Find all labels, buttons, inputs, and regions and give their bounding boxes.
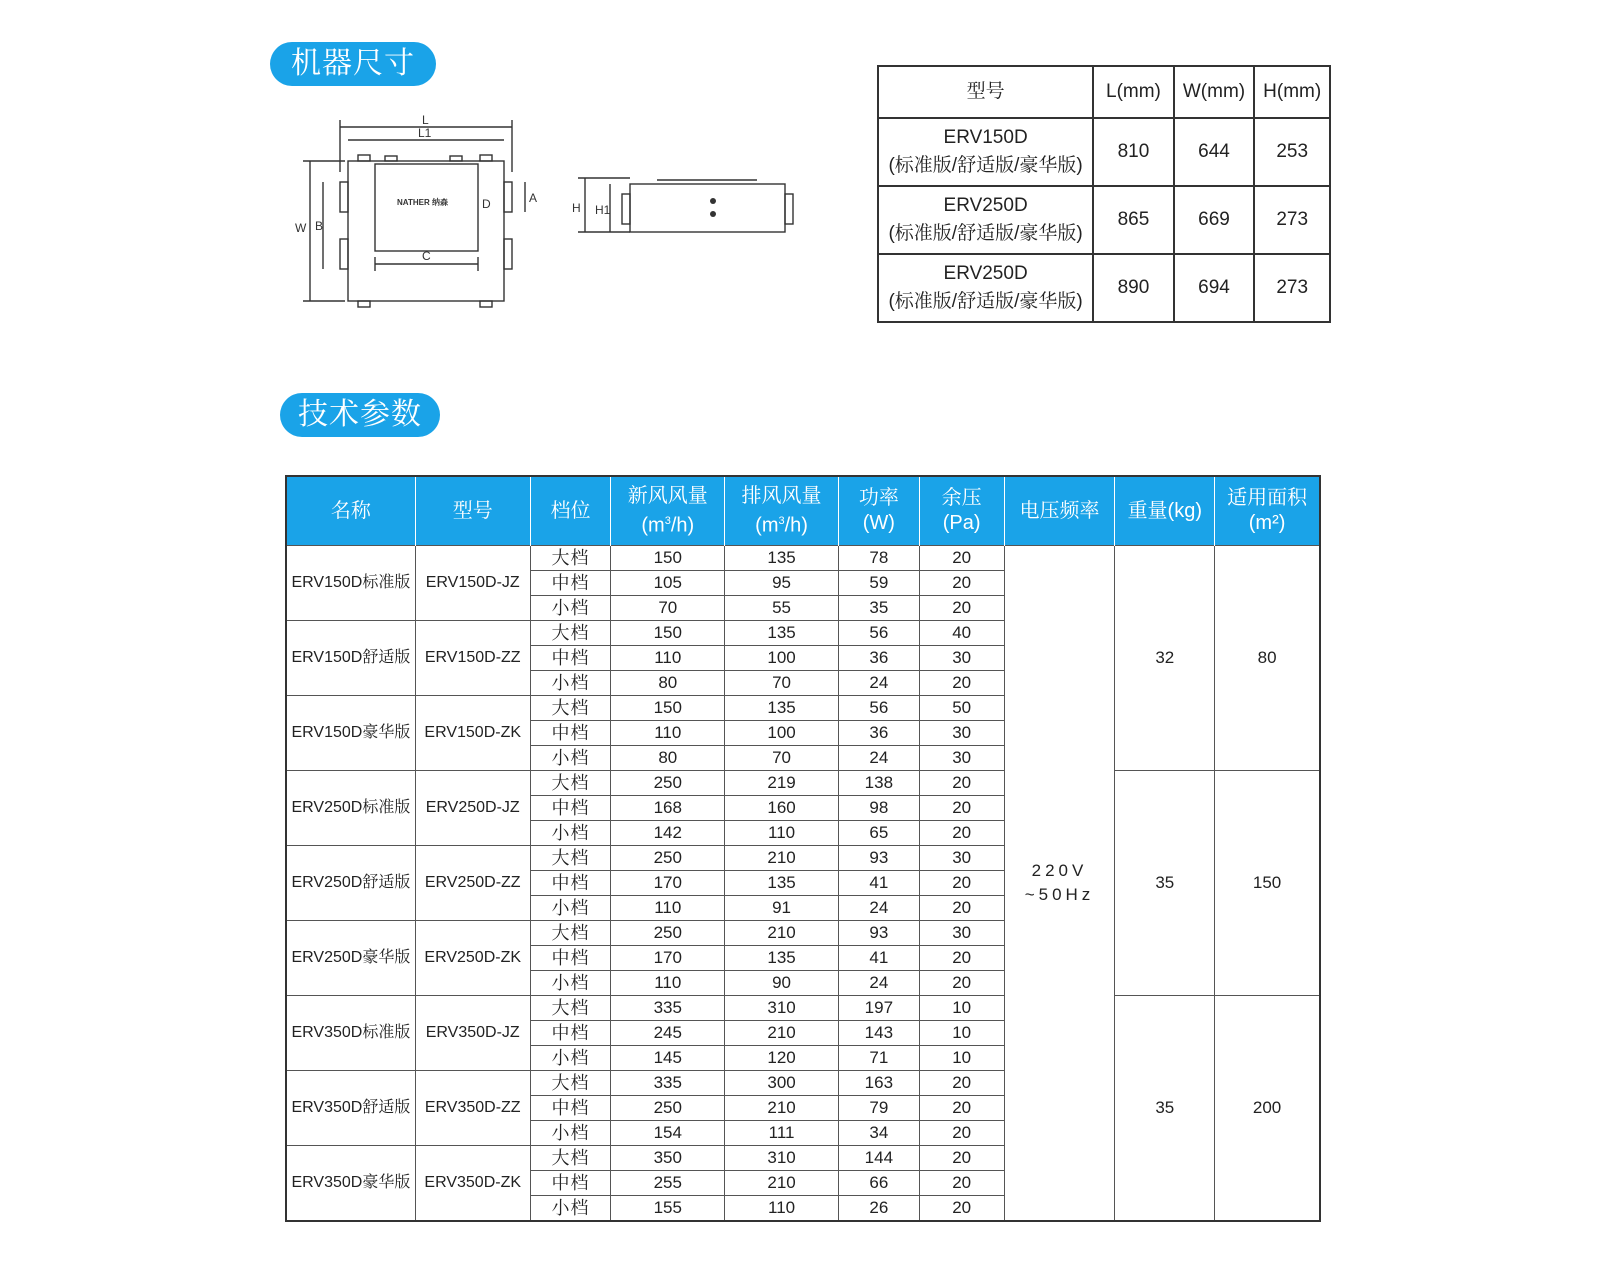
power-label: 功率 (858, 487, 899, 509)
pressure-value: 20 (919, 1071, 1004, 1096)
exhaust-value: 135 (725, 621, 839, 646)
fresh-air-value: 250 (611, 1096, 725, 1121)
drawing-label-H1: H1 (595, 203, 611, 217)
gear-level: 小档 (530, 971, 611, 996)
dim-model: ERV250D (943, 195, 1028, 216)
spec-header-name: 名称 (286, 476, 415, 546)
dim-l: 810 (1093, 118, 1173, 186)
spec-header-area (1215, 476, 1320, 546)
dim-model: ERV150D (943, 127, 1028, 148)
power-value: 93 (838, 846, 919, 871)
product-model: ERV350D-JZ (415, 996, 530, 1071)
fresh-air-value: 150 (611, 546, 725, 571)
weight-value: 35 (1115, 771, 1215, 996)
pressure-value: 20 (919, 1196, 1004, 1222)
power-value: 36 (838, 721, 919, 746)
table-row (286, 996, 1320, 1021)
fresh-air-value: 70 (611, 596, 725, 621)
weight-value: 32 (1115, 546, 1215, 771)
exhaust-value: 135 (725, 871, 839, 896)
fresh-air-value: 110 (611, 646, 725, 671)
spec-header-pressure (919, 476, 1004, 546)
exhaust-unit-b: /h) (784, 514, 808, 537)
product-model: ERV250D-ZK (415, 921, 530, 996)
pressure-value: 20 (919, 821, 1004, 846)
voltage-frequency (1004, 546, 1115, 1222)
gear-level: 大档 (530, 621, 611, 646)
exhaust-value: 135 (725, 946, 839, 971)
product-model: ERV150D-JZ (415, 546, 530, 621)
pressure-value: 20 (919, 546, 1004, 571)
dim-h: 273 (1254, 254, 1330, 322)
fresh-air-value: 145 (611, 1046, 725, 1071)
fresh-air-value: 255 (611, 1171, 725, 1196)
pressure-value: 10 (919, 1021, 1004, 1046)
spec-header-voltage: 电压频率 (1004, 476, 1115, 546)
pressure-label: 余压 (941, 487, 982, 509)
top-view-diagram (303, 120, 525, 307)
fresh-air-value: 335 (611, 1071, 725, 1096)
specs-section-title: 技术参数 (280, 393, 440, 437)
gear-level: 中档 (530, 796, 611, 821)
gear-level: 中档 (530, 1096, 611, 1121)
dim-model-cell (878, 186, 1093, 254)
dim-model-cell (878, 254, 1093, 322)
power-value: 138 (838, 771, 919, 796)
pressure-value: 20 (919, 1096, 1004, 1121)
gear-level: 中档 (530, 571, 611, 596)
power-value: 143 (838, 1021, 919, 1046)
weight-value: 35 (1115, 996, 1215, 1222)
power-value: 66 (838, 1171, 919, 1196)
power-unit: (W) (862, 512, 895, 534)
pressure-value: 20 (919, 1171, 1004, 1196)
product-name: ERV350D标准版 (286, 996, 415, 1071)
exhaust-value: 210 (725, 921, 839, 946)
pressure-value: 10 (919, 1046, 1004, 1071)
drawing-label-A: A (529, 191, 538, 205)
dim-model: ERV250D (943, 263, 1028, 284)
fresh-air-value: 80 (611, 671, 725, 696)
area-label: 适用面积 (1227, 487, 1308, 509)
dim-w: 644 (1174, 118, 1255, 186)
product-model: ERV150D-ZZ (415, 621, 530, 696)
power-value: 65 (838, 821, 919, 846)
exhaust-value: 100 (725, 721, 839, 746)
gear-level: 小档 (530, 671, 611, 696)
exhaust-unit-a: (m (755, 514, 779, 537)
pressure-value: 20 (919, 771, 1004, 796)
exhaust-value: 210 (725, 846, 839, 871)
power-value: 79 (838, 1096, 919, 1121)
exhaust-value: 111 (725, 1121, 839, 1146)
frequency-value: ~50Hz (1024, 885, 1095, 904)
pressure-value: 30 (919, 746, 1004, 771)
product-name: ERV250D标准版 (286, 771, 415, 846)
gear-level: 大档 (530, 1071, 611, 1096)
drawing-label-D: D (482, 197, 491, 211)
dim-h: 253 (1254, 118, 1330, 186)
area-value: 200 (1215, 996, 1320, 1222)
power-value: 144 (838, 1146, 919, 1171)
gear-level: 小档 (530, 1196, 611, 1222)
drawing-label-B: B (315, 219, 324, 233)
spec-header-fresh-air (611, 476, 725, 546)
spec-header-model: 型号 (415, 476, 530, 546)
product-name: ERV150D舒适版 (286, 621, 415, 696)
fresh-air-value: 250 (611, 921, 725, 946)
power-value: 56 (838, 696, 919, 721)
exhaust-value: 310 (725, 996, 839, 1021)
dim-header-model: 型号 (878, 66, 1093, 118)
spec-header-power (838, 476, 919, 546)
pressure-value: 20 (919, 1121, 1004, 1146)
power-value: 78 (838, 546, 919, 571)
power-value: 34 (838, 1121, 919, 1146)
exhaust-value: 110 (725, 1196, 839, 1222)
drawing-label-L: L (422, 113, 429, 127)
fresh-air-value: 350 (611, 1146, 725, 1171)
gear-level: 小档 (530, 821, 611, 846)
gear-level: 大档 (530, 846, 611, 871)
power-value: 98 (838, 796, 919, 821)
dim-header-l: L(mm) (1093, 66, 1173, 118)
fresh-air-value: 110 (611, 971, 725, 996)
table-row (286, 771, 1320, 796)
fresh-air-value: 105 (611, 571, 725, 596)
pressure-value: 20 (919, 671, 1004, 696)
pressure-value: 20 (919, 571, 1004, 596)
fresh-air-value: 245 (611, 1021, 725, 1046)
exhaust-value: 95 (725, 571, 839, 596)
fresh-air-value: 250 (611, 846, 725, 871)
gear-level: 小档 (530, 1121, 611, 1146)
fresh-air-value: 150 (611, 696, 725, 721)
spec-header-exhaust (725, 476, 839, 546)
specs-table (285, 475, 1321, 1222)
exhaust-value: 100 (725, 646, 839, 671)
power-value: 24 (838, 671, 919, 696)
gear-level: 中档 (530, 646, 611, 671)
exhaust-unit-sup: 3 (778, 514, 785, 527)
exhaust-value: 160 (725, 796, 839, 821)
gear-level: 中档 (530, 721, 611, 746)
gear-level: 大档 (530, 996, 611, 1021)
product-name: ERV250D豪华版 (286, 921, 415, 996)
power-value: 26 (838, 1196, 919, 1222)
gear-level: 大档 (530, 921, 611, 946)
dim-model-cell (878, 118, 1093, 186)
fresh-air-value: 80 (611, 746, 725, 771)
exhaust-value: 219 (725, 771, 839, 796)
dim-l: 890 (1093, 254, 1173, 322)
side-view-indicator (710, 211, 716, 217)
gear-level: 中档 (530, 1021, 611, 1046)
drawing-label-W: W (295, 221, 307, 235)
product-model: ERV350D-ZK (415, 1146, 530, 1222)
fresh-air-value: 150 (611, 621, 725, 646)
dim-header-w: W(mm) (1174, 66, 1255, 118)
power-value: 24 (838, 971, 919, 996)
dim-variant: (标准版/舒适版/豪华版) (888, 223, 1083, 244)
pressure-value: 20 (919, 971, 1004, 996)
power-value: 197 (838, 996, 919, 1021)
gear-level: 小档 (530, 1046, 611, 1071)
fresh-air-value: 155 (611, 1196, 725, 1222)
exhaust-value: 135 (725, 696, 839, 721)
fresh-air-unit-a: (m (641, 514, 665, 537)
pressure-value: 20 (919, 871, 1004, 896)
dim-w: 694 (1174, 254, 1255, 322)
fresh-air-value: 335 (611, 996, 725, 1021)
dim-variant: (标准版/舒适版/豪华版) (888, 291, 1083, 312)
pressure-unit: (Pa) (942, 512, 981, 534)
power-value: 71 (838, 1046, 919, 1071)
gear-level: 大档 (530, 546, 611, 571)
exhaust-value: 55 (725, 596, 839, 621)
dim-header-h: H(mm) (1254, 66, 1330, 118)
exhaust-label: 排风风量 (741, 484, 822, 507)
gear-level: 中档 (530, 946, 611, 971)
area-value: 80 (1215, 546, 1320, 771)
exhaust-value: 135 (725, 546, 839, 571)
power-value: 36 (838, 646, 919, 671)
spec-header-gear: 档位 (530, 476, 611, 546)
gear-level: 小档 (530, 596, 611, 621)
area-value: 150 (1215, 771, 1320, 996)
exhaust-value: 210 (725, 1021, 839, 1046)
product-model: ERV250D-JZ (415, 771, 530, 846)
product-name: ERV350D舒适版 (286, 1071, 415, 1146)
brand-logo-text: NATHER 纳森 (397, 198, 448, 207)
product-model: ERV250D-ZZ (415, 846, 530, 921)
gear-level: 中档 (530, 871, 611, 896)
power-value: 56 (838, 621, 919, 646)
pressure-value: 10 (919, 996, 1004, 1021)
dim-l: 865 (1093, 186, 1173, 254)
fresh-air-value: 170 (611, 946, 725, 971)
table-row (286, 546, 1320, 571)
exhaust-value: 210 (725, 1171, 839, 1196)
fresh-air-value: 168 (611, 796, 725, 821)
fresh-air-value: 110 (611, 896, 725, 921)
product-model: ERV350D-ZZ (415, 1071, 530, 1146)
power-value: 24 (838, 896, 919, 921)
fresh-air-unit-sup: 3 (664, 514, 671, 527)
pressure-value: 20 (919, 896, 1004, 921)
fresh-air-label: 新风风量 (627, 484, 708, 507)
spec-header-weight: 重量(kg) (1115, 476, 1215, 546)
power-value: 24 (838, 746, 919, 771)
dimensions-table (877, 65, 1331, 323)
exhaust-value: 70 (725, 746, 839, 771)
exhaust-value: 91 (725, 896, 839, 921)
pressure-value: 30 (919, 646, 1004, 671)
power-value: 93 (838, 921, 919, 946)
drawing-label-C: C (422, 249, 431, 263)
pressure-value: 50 (919, 696, 1004, 721)
pressure-value: 20 (919, 1146, 1004, 1171)
fresh-air-value: 142 (611, 821, 725, 846)
product-name: ERV250D舒适版 (286, 846, 415, 921)
dim-w: 669 (1174, 186, 1255, 254)
power-value: 41 (838, 871, 919, 896)
pressure-value: 30 (919, 921, 1004, 946)
exhaust-value: 210 (725, 1096, 839, 1121)
gear-level: 中档 (530, 1171, 611, 1196)
dim-h: 273 (1254, 186, 1330, 254)
power-value: 59 (838, 571, 919, 596)
pressure-value: 30 (919, 846, 1004, 871)
drawing-label-L1: L1 (418, 126, 432, 140)
area-unit: (m²) (1248, 512, 1286, 534)
pressure-value: 30 (919, 721, 1004, 746)
power-value: 35 (838, 596, 919, 621)
pressure-value: 20 (919, 796, 1004, 821)
exhaust-value: 300 (725, 1071, 839, 1096)
exhaust-value: 120 (725, 1046, 839, 1071)
pressure-value: 20 (919, 946, 1004, 971)
power-value: 163 (838, 1071, 919, 1096)
product-name: ERV350D豪华版 (286, 1146, 415, 1222)
dimensions-section-title: 机器尺寸 (270, 42, 436, 86)
exhaust-value: 310 (725, 1146, 839, 1171)
fresh-air-value: 250 (611, 771, 725, 796)
exhaust-value: 90 (725, 971, 839, 996)
gear-level: 大档 (530, 696, 611, 721)
gear-level: 大档 (530, 1146, 611, 1171)
product-name: ERV150D豪华版 (286, 696, 415, 771)
product-name: ERV150D标准版 (286, 546, 415, 621)
dimension-drawing (285, 112, 805, 342)
power-value: 41 (838, 946, 919, 971)
fresh-air-value: 170 (611, 871, 725, 896)
product-model: ERV150D-ZK (415, 696, 530, 771)
side-view-indicator (710, 198, 716, 204)
gear-level: 小档 (530, 746, 611, 771)
exhaust-value: 70 (725, 671, 839, 696)
voltage-value: 220V (1031, 861, 1088, 880)
pressure-value: 40 (919, 621, 1004, 646)
dim-variant: (标准版/舒适版/豪华版) (888, 155, 1083, 176)
fresh-air-unit-b: /h) (670, 514, 695, 537)
fresh-air-value: 154 (611, 1121, 725, 1146)
pressure-value: 20 (919, 596, 1004, 621)
gear-level: 大档 (530, 771, 611, 796)
drawing-label-H: H (572, 201, 581, 215)
fresh-air-value: 110 (611, 721, 725, 746)
exhaust-value: 110 (725, 821, 839, 846)
gear-level: 小档 (530, 896, 611, 921)
